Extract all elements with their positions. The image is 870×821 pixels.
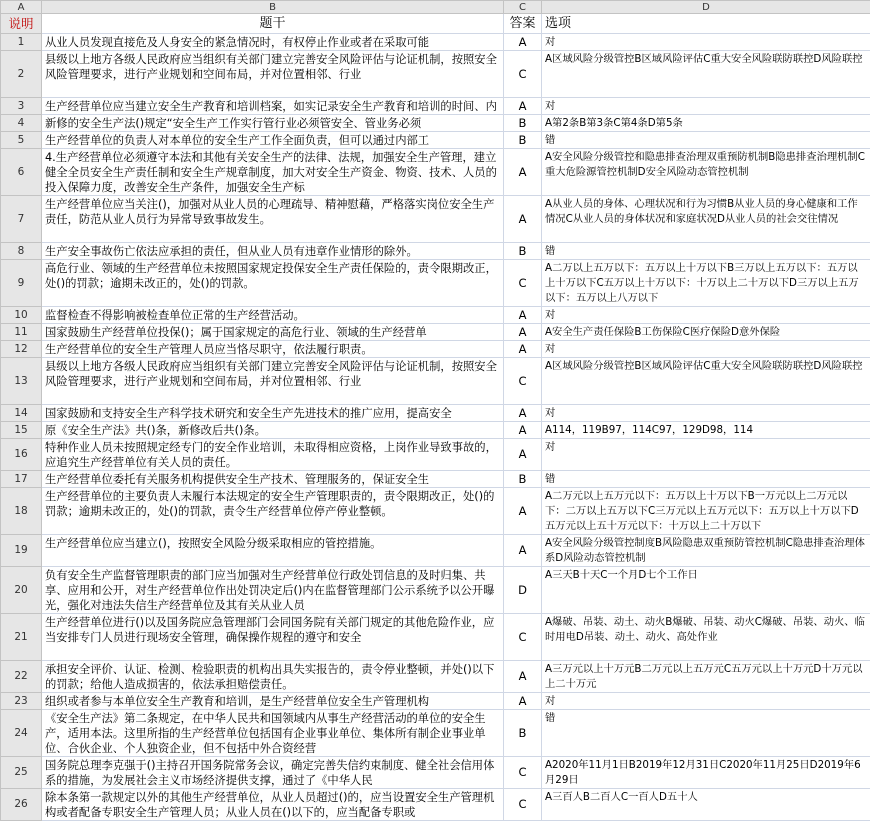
answer-cell[interactable]: A <box>504 341 542 358</box>
options-cell[interactable] <box>542 115 870 132</box>
table-row <box>1 661 870 693</box>
options-cell[interactable] <box>542 471 870 488</box>
answer-cell[interactable]: A <box>504 34 542 51</box>
table-row <box>1 115 870 132</box>
row-number[interactable]: 3 <box>1 98 42 115</box>
question-cell[interactable] <box>42 260 504 307</box>
row-number[interactable]: 9 <box>1 260 42 307</box>
row-number[interactable]: 13 <box>1 358 42 405</box>
table-row <box>1 307 870 324</box>
options-cell[interactable] <box>542 757 870 789</box>
question-cell[interactable] <box>42 661 504 693</box>
table-row <box>1 149 870 196</box>
options-cell[interactable] <box>542 439 870 471</box>
row-number[interactable]: 18 <box>1 488 42 535</box>
question-cell-text: 特种作业人员未按照规定经专门的安全作业培训，未取得相应资格，上岗作业导致事故的，应追究生产经营单位有关人员的责任。 <box>45 440 500 470</box>
table-row <box>1 471 870 488</box>
row-number[interactable]: 24 <box>1 710 42 757</box>
question-cell-text: 从业人员发现直接危及人身安全的紧急情况时，有权停止作业或者在采取可能 <box>45 35 500 50</box>
options-cell[interactable] <box>542 149 870 196</box>
options-cell[interactable] <box>542 51 870 98</box>
row-number[interactable]: 17 <box>1 471 42 488</box>
question-cell-text: 除本条第一款规定以外的其他生产经营单位，从业人员超过()的，应当设置安全生产管理机构或者配备专职安全生产管理人员；从业人员在()以下的，应当配备专职或 <box>45 790 500 820</box>
answer-cell[interactable]: D <box>504 567 542 614</box>
question-cell[interactable] <box>42 439 504 471</box>
table-row <box>1 567 870 614</box>
table-row <box>1 405 870 422</box>
question-cell-text: 《安全生产法》第二条规定，在中华人民共和国领域内从事生产经营活动的单位的安全生产，适用本法。这里所指的生产经营单位包括国有企业事业单位、集体所有制企业事业单位、合伙企业、个人独资企业，但不包括中外合资经营 <box>45 711 500 756</box>
question-cell[interactable] <box>42 471 504 488</box>
options-cell-text: A二万以上五万以下：五万以上十万以下B三万以上五万以下：五万以上十万以下C五万以上十万以下：十万以上二十万以下D三万以上五万以下：五万以上八万以下 <box>545 261 867 306</box>
answer-cell[interactable]: C <box>504 789 542 821</box>
options-cell[interactable] <box>542 614 870 661</box>
options-cell-text: 对 <box>545 35 867 50</box>
row-number[interactable]: 20 <box>1 567 42 614</box>
options-cell[interactable] <box>542 98 870 115</box>
question-cell[interactable] <box>42 535 504 567</box>
options-cell-text: A114，119B97，114C97，129D98，114 <box>545 423 867 438</box>
options-cell-text: 对 <box>545 99 867 114</box>
question-cell-text: 生产经营单位的主要负责人未履行本法规定的安全生产管理职责的，责令限期改正，处()的罚款；逾期未改正的，处()的罚款，责令生产经营单位停产停业整顿。 <box>45 489 500 534</box>
question-cell-text: 县级以上地方各级人民政府应当组织有关部门建立完善安全风险评估与论证机制，按照安全风险管理要求，进行产业规划和空间布局，并对位置相邻、行业 <box>45 52 500 97</box>
options-cell[interactable] <box>542 341 870 358</box>
header-question-cell[interactable]: 题干 <box>42 14 504 34</box>
options-cell-text: 错 <box>545 472 867 487</box>
select-all-corner[interactable]: A <box>1 1 42 14</box>
options-cell-text: A第2条B第3条C第4条D第5条 <box>545 116 867 131</box>
question-cell-text: 国务院总理李克强于()主持召开国务院常务会议，确定完善失信约束制度、健全社会信用体系的措施，为发展社会主义市场经济提供支撑，通过了《中华人民 <box>45 758 500 788</box>
column-header-row <box>1 1 870 14</box>
options-cell-text: A三百人B二百人C一百人D五十人 <box>545 790 867 820</box>
table-row <box>1 614 870 661</box>
question-cell[interactable] <box>42 149 504 196</box>
table-row <box>1 324 870 341</box>
options-cell[interactable] <box>542 324 870 341</box>
answer-cell[interactable]: A <box>504 422 542 439</box>
answer-cell[interactable]: C <box>504 757 542 789</box>
options-cell[interactable] <box>542 693 870 710</box>
answer-cell[interactable]: A <box>504 324 542 341</box>
column-header-b[interactable]: B <box>42 1 504 14</box>
table-row <box>1 693 870 710</box>
row-number[interactable]: 25 <box>1 757 42 789</box>
row-number[interactable]: 11 <box>1 324 42 341</box>
question-cell-text: 原《安全生产法》共()条，新修改后共()条。 <box>45 423 500 438</box>
table-row <box>1 260 870 307</box>
question-cell[interactable] <box>42 132 504 149</box>
row-number[interactable]: 16 <box>1 439 42 471</box>
options-cell-text: A从业人员的身体、心理状况和行为习惯B从业人员的身心健康和工作情况C从业人员的身体状况和家庭状况D从业人员的社会交往情况 <box>545 197 867 242</box>
table-row <box>1 98 870 115</box>
options-cell-text: A2020年11月1日B2019年12月31日C2020年11月25日D2019年6月29日 <box>545 758 867 788</box>
question-cell[interactable] <box>42 358 504 405</box>
options-cell-text: A安全风险分级管控和隐患排查治理双重预防机制B隐患排查治理机制C重大危险源管控机制D安全风险动态管控机制 <box>545 150 867 195</box>
question-cell-text: 组织或者参与本单位安全生产教育和培训，是生产经营单位安全生产管理机构 <box>45 694 500 709</box>
column-header-c[interactable]: C <box>504 1 542 14</box>
options-cell-text: A二万元以上五万元以下：五万以上十万以下B一万元以上二万元以下：二万以上五万以下C三万元以上五万元以下：五万以上十万以下D五万元以上五十万元以下：十万以上二十万以下 <box>545 489 867 534</box>
question-cell[interactable] <box>42 196 504 243</box>
question-cell[interactable] <box>42 710 504 757</box>
question-cell[interactable] <box>42 789 504 821</box>
question-cell-text: 负有安全生产监督管理职责的部门应当加强对生产经营单位行政处罚信息的及时归集、共享、应用和公开，对生产经营单位作出处罚决定后()内在监督管理部门公示系统予以公开曝光，强化对违法失信生产经营单位及其有关从业人员 <box>45 568 500 613</box>
question-cell[interactable] <box>42 98 504 115</box>
question-cell-text: 监督检查不得影响被检查单位正常的生产经营活动。 <box>45 308 500 323</box>
question-cell-text: 国家鼓励和支持安全生产科学技术研究和安全生产先进技术的推广应用，提高安全 <box>45 406 500 421</box>
table-header-row <box>1 14 870 34</box>
column-header-d[interactable]: D <box>542 1 870 14</box>
question-cell[interactable] <box>42 757 504 789</box>
row-number[interactable]: 19 <box>1 535 42 567</box>
row-number[interactable]: 22 <box>1 661 42 693</box>
question-cell[interactable] <box>42 341 504 358</box>
header-options-cell[interactable]: 选项 <box>542 14 870 34</box>
question-cell[interactable] <box>42 307 504 324</box>
options-cell-text: 错 <box>545 244 867 259</box>
table-row <box>1 535 870 567</box>
answer-cell[interactable]: A <box>504 196 542 243</box>
table-row <box>1 51 870 98</box>
table-row <box>1 710 870 757</box>
question-cell[interactable] <box>42 243 504 260</box>
question-cell-text: 新修的安全生产法()规定“安全生产工作实行管行业必须管安全、管业务必须 <box>45 116 500 131</box>
options-cell-text: 对 <box>545 308 867 323</box>
question-cell-text: 生产经营单位应当建立安全生产教育和培训档案，如实记录安全生产教育和培训的时间、内 <box>45 99 500 114</box>
question-cell-text: 承担安全评价、认证、检测、检验职责的机构出具失实报告的，责令停业整顿，并处()以下的罚款；给他人造成损害的，依法承担赔偿责任。 <box>45 662 500 692</box>
header-answer-cell[interactable]: 答案 <box>504 14 542 34</box>
options-cell[interactable] <box>542 196 870 243</box>
table-row <box>1 422 870 439</box>
table-row <box>1 789 870 821</box>
row-number[interactable]: 1 <box>1 34 42 51</box>
options-cell-text: A安全风险分级管控制度B风险隐患双重预防管控机制C隐患排查治理体系D风险动态管控机制 <box>545 536 867 566</box>
options-cell[interactable] <box>542 488 870 535</box>
options-cell[interactable] <box>542 243 870 260</box>
answer-cell[interactable]: A <box>504 535 542 567</box>
options-cell[interactable] <box>542 535 870 567</box>
row-header-label[interactable]: 说明 <box>1 14 42 34</box>
answer-cell[interactable]: A <box>504 307 542 324</box>
options-cell[interactable] <box>542 260 870 307</box>
table-row <box>1 341 870 358</box>
row-number[interactable]: 21 <box>1 614 42 661</box>
row-number[interactable]: 15 <box>1 422 42 439</box>
question-cell-text: 生产经营单位委托有关服务机构提供安全生产技术、管理服务的，保证安全生 <box>45 472 500 487</box>
answer-cell[interactable]: A <box>504 661 542 693</box>
row-number[interactable]: 23 <box>1 693 42 710</box>
question-cell[interactable] <box>42 115 504 132</box>
options-cell[interactable] <box>542 307 870 324</box>
question-cell[interactable] <box>42 51 504 98</box>
question-cell[interactable] <box>42 405 504 422</box>
table-row <box>1 243 870 260</box>
answer-cell[interactable]: B <box>504 115 542 132</box>
question-cell-text: 生产经营单位进行()以及国务院应急管理部门会同国务院有关部门规定的其他危险作业，应当安排专门人员进行现场安全管理，确保操作规程的遵守和安全 <box>45 615 500 660</box>
options-cell[interactable] <box>542 358 870 405</box>
options-cell-text: A区域风险分级管控B区域风险评估C重大安全风险联防联控D风险联控 <box>545 359 867 404</box>
options-cell-text: A安全生产责任保险B工伤保险C医疗保险D意外保险 <box>545 325 867 340</box>
table-row <box>1 358 870 405</box>
question-cell[interactable] <box>42 488 504 535</box>
question-cell-text: 生产安全事故伤亡依法应承担的责任，但从业人员有违章作业情形的除外。 <box>45 244 500 259</box>
answer-cell[interactable]: A <box>504 149 542 196</box>
options-cell-text: A三万元以上十万元B二万元以上五万元C五万元以上十万元D十万元以上二十万元 <box>545 662 867 692</box>
answer-cell[interactable]: B <box>504 243 542 260</box>
answer-cell[interactable]: C <box>504 260 542 307</box>
answer-cell[interactable]: C <box>504 358 542 405</box>
question-cell-text: 县级以上地方各级人民政府应当组织有关部门建立完善安全风险评估与论证机制，按照安全风险管理要求，进行产业规划和空间布局，并对位置相邻、行业 <box>45 359 500 404</box>
options-cell-text: A区域风险分级管控B区域风险评估C重大安全风险联防联控D风险联控 <box>545 52 867 97</box>
question-cell-text: 4.生产经营单位必须遵守本法和其他有关安全生产的法律、法规，加强安全生产管理，建立健全全员安全生产责任制和安全生产规章制度，加大对安全生产资金、物资、技术、人员的投入保障力度，改善安全生产条件，加强安全生产标 <box>45 150 500 195</box>
question-cell[interactable] <box>42 422 504 439</box>
options-cell[interactable] <box>542 789 870 821</box>
answer-cell[interactable]: B <box>504 132 542 149</box>
options-cell[interactable] <box>542 710 870 757</box>
options-cell-text: 对 <box>545 440 867 470</box>
answer-cell[interactable]: A <box>504 439 542 471</box>
options-cell-text: 对 <box>545 406 867 421</box>
options-cell[interactable] <box>542 34 870 51</box>
options-cell-text: 对 <box>545 342 867 357</box>
table-row <box>1 488 870 535</box>
answer-cell[interactable]: C <box>504 614 542 661</box>
row-number[interactable]: 14 <box>1 405 42 422</box>
answer-cell[interactable]: A <box>504 98 542 115</box>
options-cell[interactable] <box>542 405 870 422</box>
row-number[interactable]: 5 <box>1 132 42 149</box>
answer-cell[interactable]: A <box>504 405 542 422</box>
question-cell[interactable] <box>42 614 504 661</box>
options-cell[interactable] <box>542 132 870 149</box>
options-cell-text: A三天B十天C一个月D七个工作日 <box>545 568 867 613</box>
question-cell[interactable] <box>42 34 504 51</box>
table-row <box>1 196 870 243</box>
answer-cell[interactable]: C <box>504 51 542 98</box>
options-cell[interactable] <box>542 661 870 693</box>
table-row <box>1 439 870 471</box>
answer-cell[interactable]: A <box>504 488 542 535</box>
question-cell-text: 高危行业、领域的生产经营单位未按照国家规定投保安全生产责任保险的，责令限期改正，处()的罚款；逾期未改正的，处()的罚款。 <box>45 261 500 306</box>
table-row <box>1 757 870 789</box>
row-number[interactable]: 26 <box>1 789 42 821</box>
row-number[interactable]: 4 <box>1 115 42 132</box>
question-cell-text: 生产经营单位应当关注()，加强对从业人员的心理疏导、精神慰藉，严格落实岗位安全生产责任，防范从业人员行为异常导致事故发生。 <box>45 197 500 242</box>
row-number[interactable]: 2 <box>1 51 42 98</box>
row-number[interactable]: 8 <box>1 243 42 260</box>
options-cell-text: 错 <box>545 133 867 148</box>
answer-cell[interactable]: B <box>504 471 542 488</box>
question-cell-text: 国家鼓励生产经营单位投保()；属于国家规定的高危行业、领域的生产经营单 <box>45 325 500 340</box>
question-cell-text: 生产经营单位的负责人对本单位的安全生产工作全面负责，但可以通过内部工 <box>45 133 500 148</box>
question-cell-text: 生产经营单位应当建立()，按照安全风险分级采取相应的管控措施。 <box>45 536 500 566</box>
options-cell[interactable] <box>542 422 870 439</box>
answer-cell[interactable]: B <box>504 710 542 757</box>
question-cell[interactable] <box>42 693 504 710</box>
row-number[interactable]: 12 <box>1 341 42 358</box>
question-cell[interactable] <box>42 324 504 341</box>
question-cell-text: 生产经营单位的安全生产管理人员应当恪尽职守，依法履行职责。 <box>45 342 500 357</box>
row-number[interactable]: 10 <box>1 307 42 324</box>
row-number[interactable]: 7 <box>1 196 42 243</box>
answer-cell[interactable]: A <box>504 693 542 710</box>
table-row <box>1 34 870 51</box>
row-number[interactable]: 6 <box>1 149 42 196</box>
options-cell-text: 错 <box>545 711 867 756</box>
question-cell[interactable] <box>42 567 504 614</box>
options-cell-text: 对 <box>545 694 867 709</box>
options-cell-text: A爆破、吊装、动土、动火B爆破、吊装、动火C爆破、吊装、动火、临时用电D吊装、动土、动火、高处作业 <box>545 615 867 660</box>
table-row <box>1 132 870 149</box>
options-cell[interactable] <box>542 567 870 614</box>
